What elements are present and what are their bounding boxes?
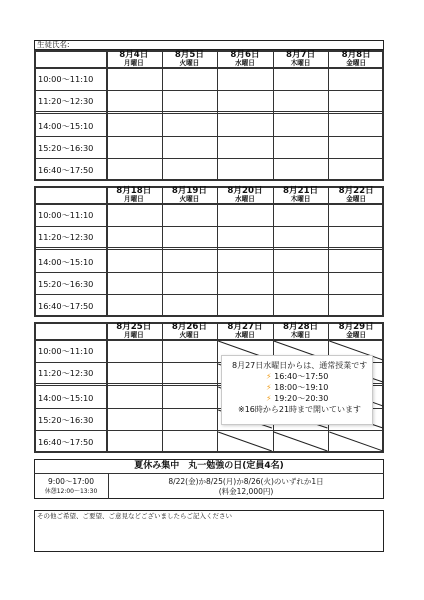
date-header: 8月4日 [119,50,149,60]
schedule-cell[interactable] [163,295,217,316]
time-slot-label: 16:40～17:50 [38,301,94,311]
schedule-cell[interactable] [107,91,161,111]
lightning-icon: ⚡ [266,383,272,392]
weekday-header: 火曜日 [179,59,200,67]
schedule-cell[interactable] [107,114,161,135]
schedule-cell[interactable] [329,91,383,111]
date-header: 8月6日 [230,50,260,60]
date-header: 8月25日 [116,322,152,332]
weekday-header: 木曜日 [290,195,311,203]
date-header: 8月22日 [338,186,374,196]
time-slot-label: 10:00～11:10 [38,346,94,356]
schedule-cell[interactable] [163,137,217,157]
schedule-cell[interactable] [107,273,161,293]
time-slot-label: 14:00～15:10 [38,121,94,131]
notice-time-1: 16:40～17:50 [274,372,329,381]
weekday-header: 金曜日 [346,331,367,339]
time-slot-label: 16:40～17:50 [38,437,94,447]
schedule-cell[interactable] [163,273,217,293]
schedule-cell[interactable] [107,204,161,225]
schedule-cell[interactable] [107,68,161,89]
schedule-cell[interactable] [274,68,328,89]
intensive-break: 休憩12:00～13:30 [44,488,98,495]
schedule-cell[interactable] [163,250,217,271]
schedule-cell[interactable] [329,137,383,157]
schedule-cell[interactable] [274,159,328,180]
time-slot-label: 14:00～15:10 [38,257,94,267]
weekday-header: 木曜日 [290,331,311,339]
regular-class-notice [221,355,373,425]
weekday-header: 水曜日 [235,195,255,203]
schedule-cell[interactable] [107,227,161,247]
schedule-cell[interactable] [329,273,383,293]
schedule-cell[interactable] [218,159,272,180]
intensive-title: 夏休み集中 丸一勉強の日(定員4名) [134,461,284,471]
schedule-cell[interactable] [163,114,217,135]
weekday-header: 月曜日 [123,59,144,67]
schedule-cell[interactable] [274,137,328,157]
schedule-cell[interactable] [163,204,217,225]
schedule-cell[interactable] [329,68,383,89]
weekday-header: 水曜日 [235,59,255,67]
time-slot-label: 16:40～17:50 [38,165,94,175]
schedule-cell[interactable] [163,227,217,247]
date-header: 8月26日 [171,322,207,332]
schedule-cell[interactable] [329,295,383,316]
schedule-cell[interactable] [107,250,161,271]
schedule-cell[interactable] [218,137,272,157]
week-table-2 [34,186,384,317]
row-divider [34,247,384,248]
weekday-header: 金曜日 [346,195,367,203]
schedule-cell[interactable] [329,159,383,180]
notice-footer: ※16時から21時まで開いています [238,405,362,414]
weekday-header: 火曜日 [179,195,200,203]
date-header: 8月20日 [227,186,263,196]
schedule-cell[interactable] [218,250,272,271]
schedule-cell[interactable] [107,137,161,157]
schedule-cell[interactable] [274,227,328,247]
schedule-cell[interactable] [163,68,217,89]
schedule-cell[interactable] [274,114,328,135]
time-slot-label: 10:00～11:10 [38,74,94,84]
strike-line [329,432,383,451]
table-border [34,50,36,181]
schedule-cell[interactable] [329,114,383,135]
schedule-cell[interactable] [163,91,217,111]
intensive-time: 9:00～17:00 [48,477,94,486]
schedule-cell[interactable] [218,68,272,89]
strike-line [218,432,272,451]
weekday-header: 水曜日 [235,331,255,339]
time-slot-label: 14:00～15:10 [38,393,94,403]
time-slot-label: 11:20～12:30 [38,96,94,106]
schedule-cell[interactable] [218,295,272,316]
strike-line [274,432,328,451]
date-header: 8月19日 [171,186,207,196]
notice-heading: 8月27日水曜日からは、通常授業です [232,361,368,370]
schedule-cell[interactable] [274,295,328,316]
date-header: 8月21日 [283,186,319,196]
intensive-fee: (料金12,000円) [218,487,274,496]
date-header: 8月8日 [341,50,371,60]
lightning-icon: ⚡ [266,394,272,403]
weekday-header: 月曜日 [123,331,144,339]
weekday-header: 火曜日 [179,331,200,339]
time-slot-label: 11:20～12:30 [38,368,94,378]
table-border [34,186,36,317]
intensive-dates: 8/22(金)か8/25(月)か8/26(火)のいずれか1日 [168,477,324,486]
notice-time-3: 19:20～20:30 [274,394,329,403]
week-table-1 [34,50,384,181]
schedule-cell[interactable] [274,91,328,111]
schedule-cell[interactable] [107,159,161,180]
date-header: 8月18日 [116,186,152,196]
time-slot-label: 15:20～16:30 [38,415,94,425]
student-name-label: 生徒氏名: [37,40,70,49]
schedule-cell[interactable] [218,204,272,225]
date-header: 8月27日 [227,322,263,332]
comments-label: その他ご希望、ご要望、ご意見などございましたらご記入ください [37,512,232,520]
time-slot-label: 11:20～12:30 [38,232,94,242]
date-header: 8月29日 [338,322,374,332]
schedule-cell[interactable] [329,227,383,247]
weekday-header: 月曜日 [123,195,144,203]
schedule-cell[interactable] [218,227,272,247]
time-slot-label: 10:00～11:10 [38,210,94,220]
schedule-cell[interactable] [163,159,217,180]
time-slot-label: 15:20～16:30 [38,143,94,153]
weekday-header: 木曜日 [290,59,311,67]
date-header: 8月5日 [174,50,204,60]
lightning-icon: ⚡ [266,372,272,381]
time-slot-label: 15:20～16:30 [38,279,94,289]
date-header: 8月7日 [286,50,316,60]
schedule-cell[interactable] [218,273,272,293]
date-header: 8月28日 [283,322,319,332]
schedule-cell[interactable] [274,250,328,271]
notice-time-2: 18:00～19:10 [274,383,329,392]
schedule-cell[interactable] [274,273,328,293]
schedule-cell[interactable] [218,91,272,111]
schedule-cell[interactable] [274,204,328,225]
student-name-field[interactable] [34,40,384,50]
schedule-cell[interactable] [329,204,383,225]
schedule-cell[interactable] [329,250,383,271]
row-divider [34,111,384,112]
schedule-cell[interactable] [218,114,272,135]
weekday-header: 金曜日 [346,59,367,67]
schedule-cell[interactable] [107,295,161,316]
